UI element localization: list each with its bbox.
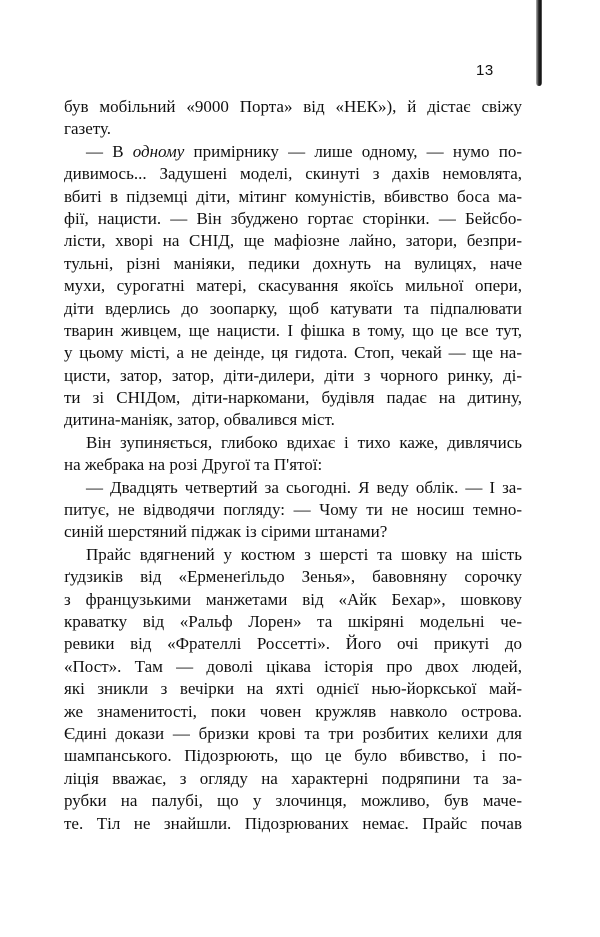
text-line (64, 387, 522, 409)
text-line-content: фії, нацисти. — Він збуджено гортає сторінки. — Бейсбо- (64, 208, 522, 228)
text-line (64, 186, 522, 208)
text-line (64, 790, 522, 812)
text-line (64, 611, 522, 633)
text-line-content: рубки на палубі, що у злочинця, можливо, був маче- (64, 791, 522, 811)
text-line (64, 768, 522, 790)
text-line-content: шампанського. Підозрюють, що це було вбивство, і по- (64, 746, 522, 766)
text-line-content: на жебрака на розі Другої та П'ятої: (64, 455, 323, 475)
text-line (64, 163, 522, 185)
text-line-content: цисти, затор, затор, діти-дилери, діти з чорного ринку, ді- (64, 365, 522, 385)
text-line-content: лісти, хворі на СНІД, ще мафіозне лайно, затори, безпри- (64, 231, 522, 251)
text-line (64, 477, 522, 499)
body-text (64, 96, 522, 835)
text-line-content: мухи, сурогатні матері, скасування якоїсь мильної опери, (64, 276, 522, 296)
text-line-content: дитина-маніяк, затор, обвалився міст. (64, 410, 335, 430)
text-line-content: же знаменитості, поки човен кружляв навколо острова. (64, 701, 522, 721)
text-line-content: ревики від «Фрателлі Россетті». Його очі прикуті до (64, 634, 522, 654)
text-line (64, 701, 522, 723)
text-line (64, 745, 522, 767)
text-line (64, 320, 522, 342)
text-line-content: Він зупиняється, глибоко вдихає і тихо каже, дивлячись (86, 432, 522, 452)
text-line-content: — В одному примірнику — лише одному, — нумо по- (86, 141, 522, 161)
text-line (64, 230, 522, 252)
text-line (64, 365, 522, 387)
emphasized-word: одному (132, 141, 185, 161)
text-line-content: Прайс вдягнений у костюм з шерсті та шовку на шість (86, 544, 522, 564)
text-line-content: діти вдерлись до зоопарку, щоб катувати та підпалювати (64, 298, 522, 318)
page-edge-bookmark (536, 0, 542, 86)
text-line (64, 253, 522, 275)
text-line (64, 208, 522, 230)
text-line (64, 118, 522, 140)
text-line-content: тварин живцем, ще нацисти. І фішка в тому, що це все тут, (64, 320, 522, 340)
text-line (64, 723, 522, 745)
text-line-content: газету. (64, 119, 112, 139)
text-line-content: Єдині докази — бризки крові та три розбитих келихи для (64, 723, 522, 743)
text-line-content: краватку від «Ральф Лорен» та шкіряні модельні че- (64, 611, 522, 631)
text-line (64, 409, 522, 431)
text-line (64, 499, 522, 521)
text-line (64, 633, 522, 655)
text-line-content: з французькими манжетами від «Айк Бехар», шовкову (64, 589, 522, 609)
text-line (64, 342, 522, 364)
text-line (64, 432, 522, 454)
text-line (64, 566, 522, 588)
text-line-content: синій шерстяний піджак із сірими штанами? (64, 522, 388, 542)
text-line-content: те. Тіл не знайшли. Підозрюваних немає. Прайс почав (64, 813, 522, 833)
text-line (64, 298, 522, 320)
text-line-content: «Пост». Там — доволі цікава історія про двох людей, (64, 656, 522, 676)
text-line (64, 141, 522, 163)
text-line (64, 454, 522, 476)
text-line-content: був мобільний «9000 Порта» від «НЕК»), й дістає свіжу (64, 97, 522, 116)
text-line (64, 678, 522, 700)
text-line (64, 521, 522, 543)
text-line-content: вбиті в підземці діти, мітинг комуністів, вбивство боса ма- (64, 186, 522, 206)
text-line (64, 544, 522, 566)
text-line (64, 589, 522, 611)
text-line-content: дивимось... Задушені моделі, скинуті з дахів немовлята, (64, 164, 522, 184)
text-line (64, 275, 522, 297)
text-line-content: які зникли з вечірки на яхті однієї нью-йоркської май- (64, 679, 522, 699)
text-line-content: ліція вважає, з огляду на характерні подряпини та за- (64, 768, 522, 788)
text-line (64, 96, 522, 118)
text-line-content: ти зі СНІДом, діти-наркомани, будівля падає на дитину, (64, 388, 522, 408)
text-line-content: ґудзиків від «Ерменеґільдо Зенья», бавовняну сорочку (64, 567, 522, 587)
text-line-content: тульні, різні маніяки, педики дохнуть на вулицях, наче (64, 253, 522, 273)
text-line (64, 813, 522, 835)
text-line-content: у цьому місті, а не деінде, ця гидота. Стоп, чекай — ще на- (64, 343, 522, 363)
text-line (64, 656, 522, 678)
page-number: 13 (476, 62, 494, 79)
text-line-content: питує, не відводячи погляду: — Чому ти не носиш темно- (64, 500, 522, 520)
text-line-content: — Двадцять четвертий за сьогодні. Я веду облік. — І за- (86, 477, 522, 497)
